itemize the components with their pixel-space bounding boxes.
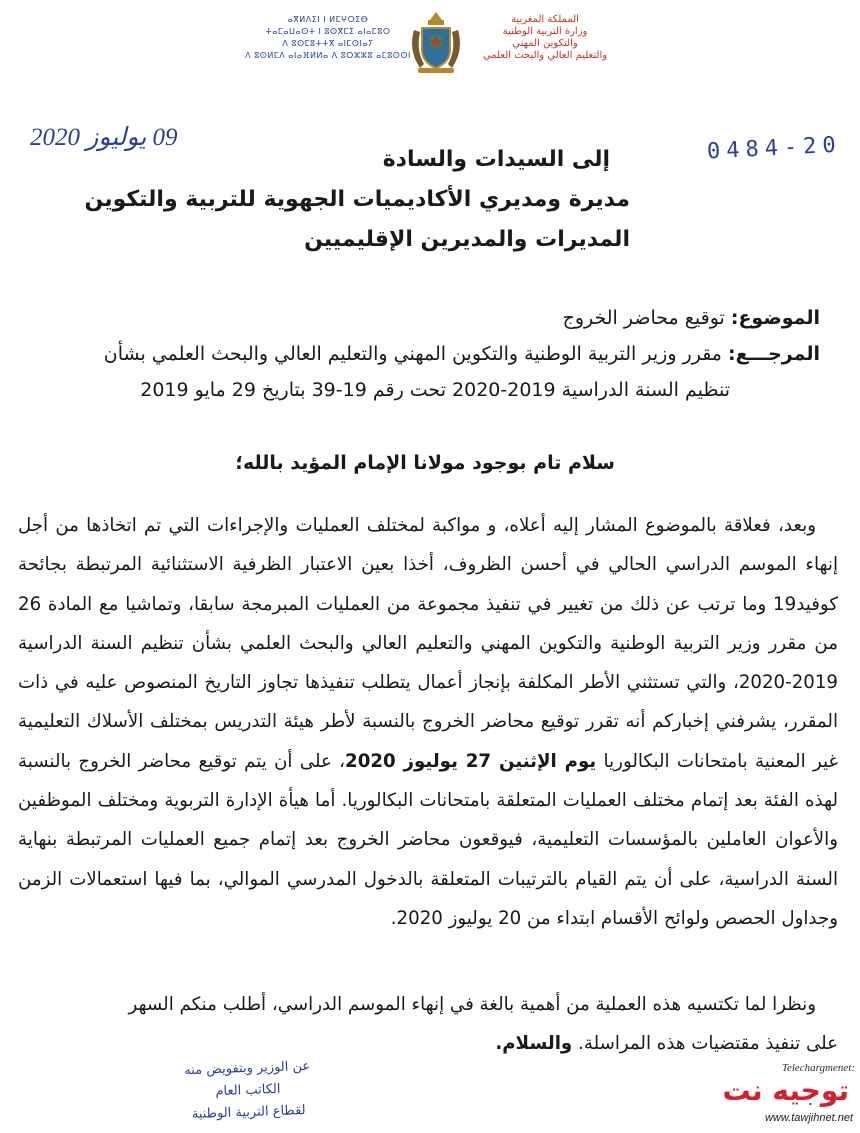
letterhead-arabic: [470, 14, 620, 62]
signature-line: عن الوزير وبتفويض منه: [184, 1058, 311, 1079]
signature-stamp: [127, 1054, 369, 1128]
body-paragraph: [18, 506, 838, 938]
watermark: [680, 1062, 855, 1128]
signature-line: لقطاع التربية الوطنية: [191, 1103, 306, 1122]
reference-text: مقرر وزير التربية الوطنية والتكوين المهني والتعليم العالي والبحث العلمي بشأن: [103, 343, 729, 365]
date-stamp: 09 يوليوز 2020: [30, 124, 178, 151]
subject-block: [20, 300, 820, 408]
letterhead-amazigh-line: ⴷ ⵓⵙⵎⵓⵜⵜⴳ ⴰⵏⵎⵙⵏⴰⵢ: [282, 39, 374, 48]
watermark-caption: Telechargmenet:: [781, 1062, 855, 1074]
addressee-line: المديرات والمديرين الإقليميين: [304, 227, 630, 252]
body-text-part2: ، على أن يتم توقيع محاضر الخروج بالنسبة لهذه الفئة بعد إتمام مختلف العمليات المتعلقة بامتحانات البكالوريا. أما هيأة الإدارة التربوية ومختلف الموظفين والأعوان العاملين بالمؤسسات التعليمية، فيوقعون محاضر الخروج بعد إتمام جميع العمليات المرتبطة بنهاية السنة الدراسية، على أن يتم القيام بالترتيبات المتعلقة بالدخول المدرسي الموالي، بما فيها استعمالات الزمن وجداول الحصص ولوائح الأقسام ابتداء من 20 يوليوز 2020.: [18, 750, 838, 929]
coat-of-arms-icon: [404, 8, 468, 78]
letterhead-arabic-line: المملكة المغربية: [511, 14, 579, 25]
signature-line: الكاتب العام: [215, 1081, 281, 1100]
reference-line: [20, 336, 820, 372]
reference-label: المرجـــع:: [728, 343, 820, 365]
reference-continuation: تنظيم السنة الدراسية 2019-2020 تحت رقم 19-39 بتاريخ 29 مايو 2019: [140, 379, 730, 401]
greeting: سلام تام بوجود مولانا الإمام المؤيد بالله؛: [235, 452, 615, 474]
subject-text: توقيع محاضر الخروج: [562, 307, 731, 329]
subject-line: [20, 300, 820, 336]
letterhead-amazigh-line: ⵜⴰⵎⴰⵡⴰⵙⵜ ⵏ ⵓⵙⴳⵎⵉ ⴰⵏⴰⵎⵓⵔ: [265, 27, 391, 36]
letterhead-arabic-line: والتكوين المهني: [512, 38, 578, 49]
closing-line: ونظرا لما تكتسيه هذه العملية من أهمية بالغة في إنهاء الموسم الدراسي، أطلب منكم السهر: [128, 994, 816, 1015]
body-text-part1: وبعد، فعلاقة بالموضوع المشار إليه أعلاه، و مواكبة لمختلف العمليات والإجراءات التي تم اتخاذها من أجل إنهاء الموسم الدراسي الحالي في أحسن الظروف، أخذا بعين الاعتبار الظرفية الاستثنائية المرتبطة بجائحة كوفيد19 وما ترتب عن ذلك من تغيير في تنفيذ مجموعة من العمليات المبرمجة سابقا، وتماشيا مع المادة 26 من مقرر وزير التربية الوطنية والتكوين المهني والتعليم العالي والبحث العلمي بشأن تنظيم السنة الدراسية 2019-2020، والتي تستثني الأطر المكلفة بإنجاز أعمال يتطلب تنفيذها تجاوز التاريخ المنصوص عليه في ذات المقرر، يشرفني إخباركم أنه تقرر توقيع محاضر الخروج بالنسبة لأطر هيئة التدريس بمختلف الأسلاك التعليمية غير المعنية بامتحانات البكالوريا: [18, 515, 838, 772]
closing-paragraph: [18, 985, 838, 1063]
closing-salam: والسلام.: [495, 1033, 573, 1054]
closing-line: [18, 1024, 838, 1063]
letterhead-arabic-line: والتعليم العالي والبحث العلمي: [482, 50, 608, 61]
addressee-block: [84, 140, 630, 260]
body-bold-date: يوم الإثنين 27 يوليوز 2020: [345, 750, 597, 772]
watermark-url[interactable]: www.tawjihnet.net: [764, 1112, 853, 1124]
letterhead-arabic-line: وزارة التربية الوطنية: [502, 26, 588, 37]
letterhead-amazigh: [238, 14, 418, 62]
addressee-line: مديرة ومديري الأكاديميات الجهوية للتربية والتكوين: [84, 187, 630, 212]
letterhead-amazigh-line: ⴰⴳⵍⴷⵉⵏ ⵏ ⵍⵎⵖⵔⵉⴱ: [287, 15, 369, 24]
subject-label: الموضوع:: [730, 307, 820, 329]
addressee-line: إلى السيدات والسادة: [382, 147, 610, 172]
letterhead-amazigh-line: ⴷ ⵓⵙⵍⵎⴷ ⴰⵏⴰⴼⵍⵍⴰ ⴷ ⵓⵔⵣⵣⵓ ⴰⵎⵓⵙⵙⵏ: [245, 51, 411, 60]
letter-body: [18, 506, 838, 938]
reference-number: 0484-20: [706, 132, 843, 165]
closing-text: على تنفيذ مقتضيات هذه المراسلة.: [572, 1033, 838, 1054]
watermark-logo: توجيه نت: [722, 1074, 849, 1107]
